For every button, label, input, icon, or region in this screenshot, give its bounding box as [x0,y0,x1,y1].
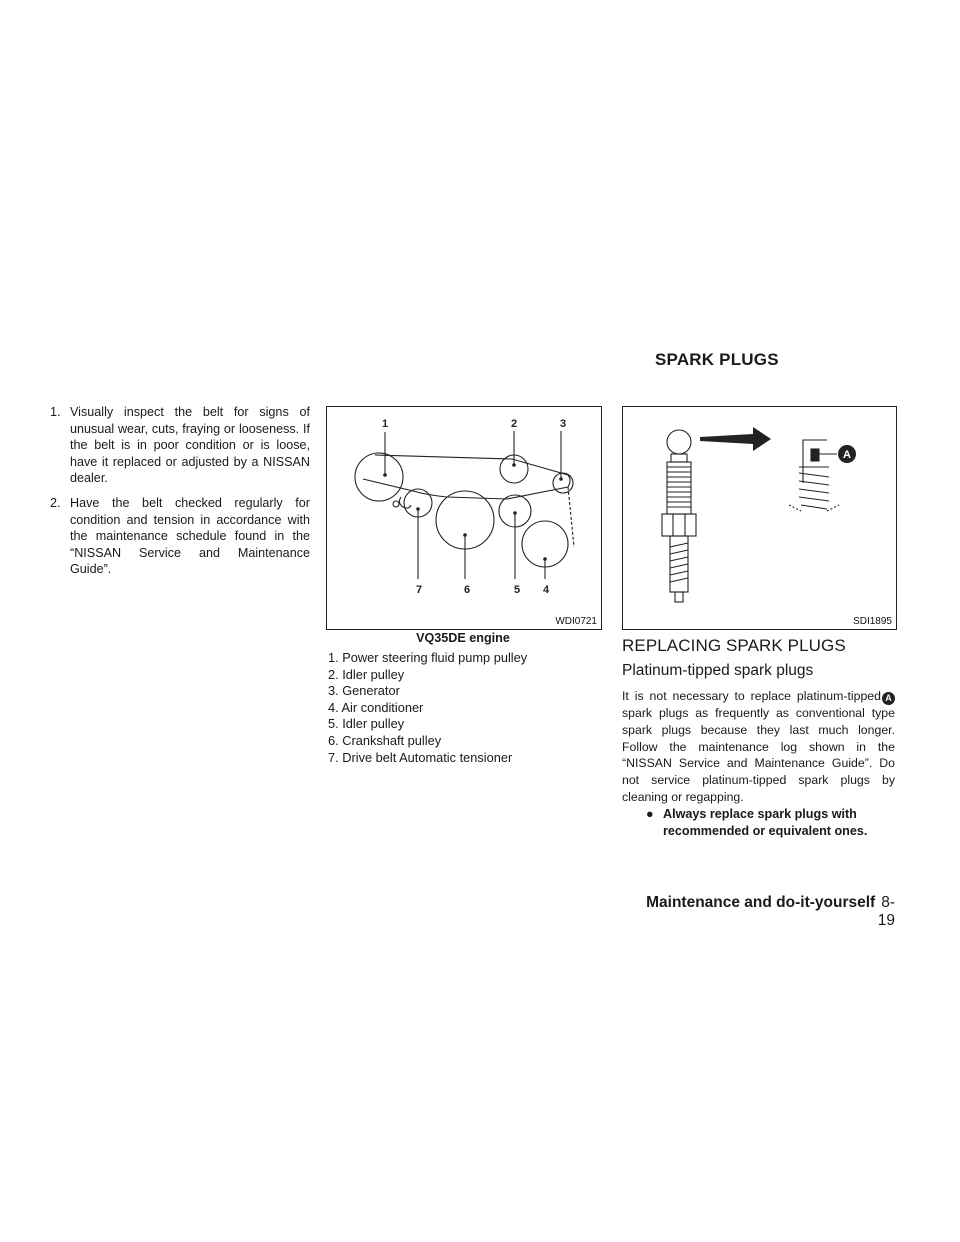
arrow-icon [700,427,771,451]
plug-tip [675,592,683,602]
callout-3: 3 [559,418,567,430]
replacing-heading: REPLACING SPARK PLUGS [622,636,846,655]
figure-code: SDI1895 [853,616,892,627]
platinum-tip [811,449,819,461]
engine-belt-figure [326,406,602,630]
list-item [50,495,310,578]
list-text: Visually inspect the belt for signs of unusual wear, cuts, fraying or looseness. If the belt is in poor condition or is loose, have it replaced or adjusted by a NISSAN dealer. [70,405,310,486]
paragraph-text: spark plugs as frequently as conventional type spark plugs because they last much longer. Follow the maintenance log shown in the “NISSAN Service and Maintenance Guide”. Do not service platinum-tipped spark plugs by cleaning or regapping. [622,706,895,804]
list-item [50,404,310,487]
list-text: Have the belt checked regularly for condition and tension in accordance with the maintenance schedule found in the “NISSAN Service and Maintenance Guide”. [70,495,310,577]
figure-code: WDI0721 [555,616,597,627]
legend-item: 2. Idler pulley [328,666,405,682]
bullet-icon: ● [646,807,654,821]
legend-item: 4. Air conditioner [328,699,424,715]
callout-7: 7 [415,584,423,596]
callout-2: 2 [510,418,518,430]
belt-instructions [50,404,310,586]
plug-thread [670,536,688,592]
page-number: 8-19 [877,894,895,929]
figure-caption: VQ35DE engine [416,631,510,645]
tip-thread [799,467,829,509]
paragraph-text: It is not necessary to replace platinum-tipped [622,689,881,703]
spark-plug-figure [622,406,897,630]
legend-item: 5. Idler pulley [328,716,405,732]
pulley-legend [328,650,600,766]
bullet-item [646,806,912,840]
belt-diagram [327,407,601,629]
callout-a-badge: A [882,692,895,705]
list-number: 1. [50,405,61,419]
plug-hex [662,514,696,536]
platinum-paragraph [622,688,895,806]
drive-belt [363,455,570,499]
pulley-1 [355,453,403,501]
magnifier-circle [667,430,691,454]
callout-1: 1 [381,418,389,430]
legend-item: 6. Crankshaft pulley [328,732,442,748]
list-number: 2. [50,495,61,510]
callout-5: 5 [513,584,521,596]
section-header: SPARK PLUGS [655,350,779,369]
platinum-heading: Platinum-tipped spark plugs [622,662,814,679]
legend-item: 7. Drive belt Automatic tensioner [328,749,513,765]
legend-item: 3. Generator [328,683,400,699]
belt-span [568,487,574,547]
chapter-title: Maintenance and do-it-yourself [646,894,876,911]
page-footer [640,894,895,930]
callout-6: 6 [463,584,471,596]
plug-terminal [671,454,687,462]
callout-a: A [843,449,851,461]
spark-plug-diagram [623,407,896,629]
bullet-text: Always replace spark plugs with recommended or equivalent ones. [663,807,868,838]
plug-insulator [667,462,691,514]
legend-item: 1. Power steering fluid pump pulley [328,650,528,665]
tensioner-bolt [393,501,399,507]
callout-4: 4 [542,584,550,596]
